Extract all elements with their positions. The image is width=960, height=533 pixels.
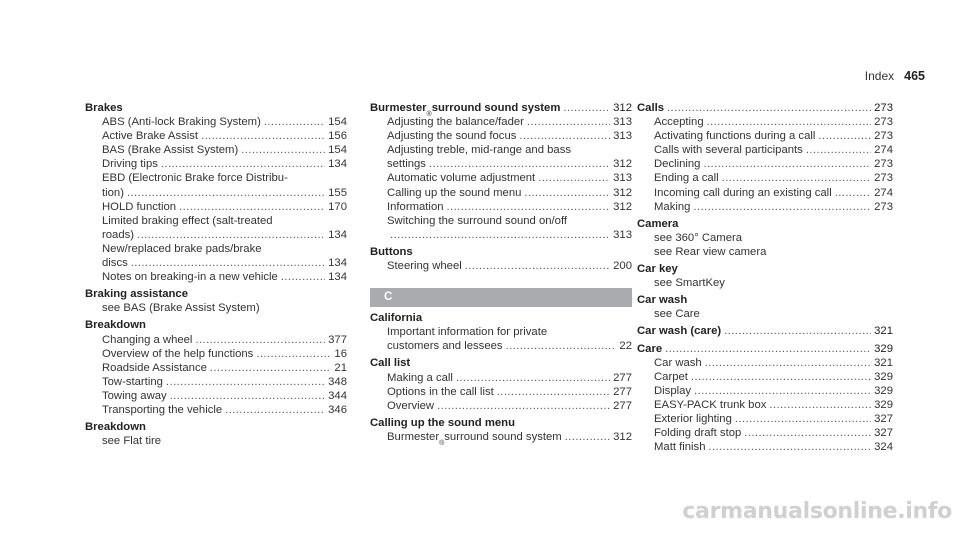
index-subentry [637, 307, 893, 321]
index-subentry-row [654, 115, 893, 129]
dot-leader [735, 412, 871, 426]
dot-leader [818, 129, 871, 143]
page-ref: 155 [328, 186, 347, 199]
index-subentry-text: Towing away [102, 389, 167, 402]
dot-leader [744, 426, 871, 440]
index-subentry-text: Accepting [654, 116, 704, 129]
index-subentry-row [387, 399, 632, 413]
page-ref: 274 [874, 186, 893, 199]
index-subentry-row [387, 228, 632, 242]
page-ref: 329 [874, 342, 893, 355]
index-subentry-text: Notes on breaking-in a new vehicle [102, 271, 278, 284]
page-ref: 312 [613, 102, 632, 114]
index-subentry-text: Adjusting the sound focus [387, 130, 517, 143]
index-subentry-text: see Care [654, 308, 700, 321]
page-ref: 312 [613, 430, 632, 443]
index-heading-row [637, 101, 893, 115]
dot-leader [161, 157, 325, 171]
page-ref: 170 [328, 200, 347, 213]
page-header [865, 69, 925, 83]
index-subentry-row [102, 333, 347, 347]
dot-leader [694, 384, 871, 398]
page-ref: 346 [328, 403, 347, 416]
index-subentry [637, 231, 893, 245]
index-subentry-row [387, 157, 632, 171]
index-subentry [85, 242, 347, 270]
index-heading: Breakdown [85, 421, 146, 434]
index-heading: Car key [637, 263, 678, 276]
page-ref: 313 [613, 130, 632, 143]
index-column-3 [637, 101, 893, 457]
dot-leader [527, 115, 610, 129]
index-subentry-text: Carpet [654, 370, 688, 383]
index-subentry [370, 171, 632, 185]
page-ref: 273 [874, 130, 893, 143]
index-entry [370, 311, 632, 353]
index-subentry [370, 200, 632, 214]
index-subentry [85, 375, 347, 389]
dot-leader [170, 389, 325, 403]
index-entry [637, 342, 893, 455]
index-subentry [370, 214, 632, 242]
index-subentry-text: Information [387, 200, 444, 213]
index-subentry [637, 426, 893, 440]
index-subentry-row [387, 129, 632, 143]
index-subentry-row [102, 256, 347, 270]
dot-leader [465, 259, 610, 273]
page-ref: 324 [874, 441, 893, 454]
index-heading: California [370, 312, 423, 325]
index-subentry [85, 347, 347, 361]
index-heading: Calls [637, 102, 665, 114]
dot-leader [691, 370, 871, 384]
dot-leader [769, 398, 871, 412]
index-subentry-text: Car wash [654, 356, 702, 369]
index-heading: Camera [637, 217, 679, 230]
index-subentry-row [387, 371, 632, 385]
index-subentry [370, 385, 632, 399]
index-subentry [370, 186, 632, 200]
index-subentry [85, 157, 347, 171]
index-subentry-row [654, 171, 893, 185]
index-subentry-text: Folding draft stop [654, 427, 742, 440]
dot-leader [722, 171, 871, 185]
index-subentry-row [387, 171, 632, 185]
index-subentry-row [102, 403, 347, 417]
index-subentry-text: HOLD function [102, 200, 177, 213]
page-number: 465 [904, 69, 925, 83]
index-subentry-text: see Rear view camera [654, 245, 767, 258]
index-subentry-row [102, 157, 347, 171]
index-subentry-row [387, 259, 632, 273]
index-subentry-text: ABS (Anti-lock Braking System) [102, 116, 261, 129]
index-subentry [370, 115, 632, 129]
page-ref: 329 [874, 370, 893, 383]
page-ref: 327 [874, 412, 893, 425]
index-subentry-text: Tow-starting [102, 375, 163, 388]
index-subentry-text: Important information for private [387, 326, 548, 339]
index-heading-row: Burmester ® surround sound system ..... 312 [370, 101, 632, 115]
index-subentry [637, 370, 893, 384]
page-ref: 321 [874, 325, 893, 338]
index-subentry-row [102, 143, 347, 157]
index-subentry [370, 143, 632, 171]
index-entry [85, 101, 347, 284]
index-subentry-text: Changing a wheel [102, 333, 193, 346]
index-subentry-text: EASY-PACK trunk box [654, 398, 767, 411]
index-subentry [85, 270, 347, 284]
dot-leader [264, 115, 325, 129]
index-subentry-row [102, 186, 347, 200]
index-subentry [637, 143, 893, 157]
index-heading: Breakdown [85, 319, 146, 332]
index-subentry-row [654, 440, 893, 454]
index-subentry-text: BAS (Brake Assist System) [102, 144, 239, 157]
index-subentry [370, 325, 632, 353]
index-subentry-text: Automatic volume adjustment [387, 172, 536, 185]
index-subentry-text: settings [387, 158, 426, 171]
index-subentry [85, 403, 347, 417]
index-heading-row [637, 342, 893, 356]
page-ref: 312 [613, 158, 632, 171]
dot-leader [563, 101, 610, 115]
index-subentry [370, 371, 632, 385]
page-ref: 16 [334, 347, 347, 360]
page-ref: 327 [874, 427, 893, 440]
index-subentry [637, 115, 893, 129]
dot-leader [429, 157, 610, 171]
index-entry [85, 420, 347, 448]
index-subentry [85, 214, 347, 242]
index-subentry-text: see 360° Camera [654, 231, 743, 244]
index-subentry-text: Incoming call during an existing call [654, 186, 832, 199]
page-ref: 313 [613, 172, 632, 185]
index-subentry-row [102, 389, 347, 403]
index-heading: Buttons [370, 245, 413, 258]
index-subentry [85, 115, 347, 129]
page-ref: 273 [874, 172, 893, 185]
index-subentry-text: Driving tips [102, 158, 158, 171]
index-subentry [637, 356, 893, 370]
index-text-tail: surround sound system [431, 102, 561, 114]
page-ref: 273 [874, 102, 893, 114]
dot-leader [565, 430, 610, 444]
index-heading: Burmester [370, 102, 427, 114]
index-subentry-text: Ending a call [654, 172, 719, 185]
index-subentry-text: Calls with several participants [654, 144, 803, 157]
index-subentry-text: see SmartKey [654, 277, 725, 290]
page-ref: 312 [613, 186, 632, 199]
page-ref: 134 [328, 228, 347, 241]
index-subentry-text: EBD (Electronic Brake force Distribu- [102, 172, 288, 185]
index-heading: Call list [370, 357, 411, 370]
index-subentry-row [102, 361, 347, 375]
index-subentry [637, 171, 893, 185]
page-ref: 277 [613, 371, 632, 384]
index-subentry-text: Roadside Assistance [102, 361, 207, 374]
dot-leader [538, 171, 610, 185]
index-subentry [85, 361, 347, 375]
page-ref: 329 [874, 384, 893, 397]
index-subentry [637, 384, 893, 398]
index-subentry-row [654, 356, 893, 370]
index-subentry-text: Overview [387, 399, 435, 412]
index-heading: Care [637, 342, 663, 355]
page-ref: 154 [328, 116, 347, 129]
index-subentry-text: Switching the surround sound on/off [387, 214, 568, 227]
index-subentry-row: Burmester ® surround sound system ..... 312 [387, 430, 632, 444]
dot-leader [256, 347, 331, 361]
page-ref: 313 [613, 228, 632, 241]
index-subentry [370, 259, 632, 273]
dot-leader [703, 157, 871, 171]
index-subentry-text: Adjusting treble, mid-range and bass [387, 144, 571, 157]
index-subentry-text: Exterior lighting [654, 412, 732, 425]
index-heading: Calling up the sound menu [370, 416, 515, 429]
dot-leader [225, 403, 325, 417]
index-subentry-row [654, 384, 893, 398]
dot-leader [210, 361, 332, 375]
page-ref: 348 [328, 375, 347, 388]
page-ref: 134 [328, 158, 347, 171]
index-subentry-row [654, 370, 893, 384]
page-ref: 344 [328, 389, 347, 402]
page-ref: 277 [613, 385, 632, 398]
index-subentry [85, 143, 347, 157]
page-ref: 134 [328, 271, 347, 284]
index-subentry-row [654, 426, 893, 440]
page-ref: 273 [874, 200, 893, 213]
index-entry [637, 217, 893, 259]
page-ref: 156 [328, 130, 347, 143]
index-entry [370, 245, 632, 273]
dot-leader [127, 186, 325, 200]
page-ref: 312 [613, 200, 632, 213]
index-subentry-text: Calling up the sound menu [387, 186, 522, 199]
index-subentry [637, 276, 893, 290]
dot-leader [665, 342, 871, 356]
dot-leader [456, 371, 610, 385]
index-subentry-row [654, 200, 893, 214]
dot-leader [506, 339, 617, 353]
index-subentry-text: Making [654, 200, 691, 213]
index-heading-row [637, 324, 893, 338]
index-entry [370, 101, 632, 242]
index-entry [637, 262, 893, 290]
index-subentry-row [654, 398, 893, 412]
dot-leader [390, 228, 610, 242]
index-subentry-row [387, 385, 632, 399]
dot-leader [667, 101, 871, 115]
index-subentry-row [102, 270, 347, 284]
index-subentry-text: Burmester [387, 430, 440, 443]
index-subentry-text: New/replaced brake pads/brake [102, 242, 262, 255]
index-heading: Brakes [85, 102, 123, 114]
index-subentry-text: Display [654, 384, 692, 397]
index-column-1 [85, 101, 347, 451]
dot-leader [195, 333, 325, 347]
index-heading: Braking assistance [85, 288, 188, 301]
dot-leader [519, 129, 610, 143]
dot-leader [179, 200, 325, 214]
index-subentry-row [387, 115, 632, 129]
index-subentry-row [102, 375, 347, 389]
index-subentry-row [102, 347, 347, 361]
index-subentry-text: discs [102, 257, 128, 270]
dot-leader [708, 440, 871, 454]
index-subentry [370, 430, 632, 447]
page-ref: 22 [619, 340, 632, 353]
index-entry [637, 101, 893, 214]
index-column-2 [370, 101, 632, 447]
page-ref: 277 [613, 399, 632, 412]
page-ref: 377 [328, 333, 347, 346]
index-subentry-row [654, 129, 893, 143]
index-subentry-row [102, 200, 347, 214]
index-subentry [85, 200, 347, 214]
page-ref: 321 [874, 356, 893, 369]
dot-leader [724, 324, 871, 338]
watermark: carmanualsonline.info [682, 499, 952, 524]
page-ref: 329 [874, 398, 893, 411]
index-subentry [85, 434, 347, 448]
page-ref: 274 [874, 144, 893, 157]
index-subentry-text: Options in the call list [387, 385, 494, 398]
index-subentry [370, 399, 632, 413]
dot-leader [835, 186, 871, 200]
index-subentry [85, 171, 347, 199]
index-subentry-row [102, 228, 347, 242]
dot-leader [693, 200, 871, 214]
index-entry [85, 287, 347, 315]
index-subentry-row [654, 157, 893, 171]
index-subentry-text: Active Brake Assist [102, 130, 199, 143]
index-subentry-row [387, 186, 632, 200]
index-text-tail: surround sound system [444, 430, 562, 443]
index-subentry-text: Adjusting the balance/fader [387, 116, 524, 129]
index-entry [637, 293, 893, 321]
section-letter-bar: C [370, 288, 632, 307]
dot-leader [166, 375, 325, 389]
page-ref: 21 [334, 361, 347, 374]
index-subentry [85, 301, 347, 315]
index-subentry [85, 333, 347, 347]
dot-leader [705, 356, 871, 370]
index-subentry-row [387, 200, 632, 214]
index-subentry-row [102, 129, 347, 143]
index-subentry [370, 129, 632, 143]
index-subentry-text: Matt finish [654, 441, 706, 454]
index-subentry [637, 440, 893, 454]
page-ref: 200 [613, 260, 632, 273]
index-label: Index [864, 69, 895, 83]
page-ref: 154 [328, 144, 347, 157]
index-subentry-text: roads) [102, 228, 135, 241]
index-subentry-text: customers and lessees [387, 340, 503, 353]
index-subentry [85, 129, 347, 143]
dot-leader [137, 228, 325, 242]
dot-leader [524, 186, 610, 200]
dot-leader [806, 143, 871, 157]
index-subentry-text: Declining [654, 158, 701, 171]
index-subentry [637, 186, 893, 200]
dot-leader [201, 129, 325, 143]
index-subentry-text: Overview of the help functions [102, 347, 254, 360]
dot-leader [447, 200, 611, 214]
index-subentry-row [102, 115, 347, 129]
dot-leader [497, 385, 610, 399]
index-subentry-text: see BAS (Brake Assist System) [102, 302, 260, 315]
index-subentry [85, 389, 347, 403]
index-subentry-text: Activating functions during a call [654, 130, 816, 143]
dot-leader [707, 115, 872, 129]
page-ref: 134 [328, 257, 347, 270]
dot-leader [281, 270, 325, 284]
index-subentry [637, 412, 893, 426]
page-ref: 273 [874, 116, 893, 129]
index-subentry-text: Steering wheel [387, 260, 462, 273]
index-entry [370, 416, 632, 447]
index-subentry [637, 398, 893, 412]
dot-leader [437, 399, 610, 413]
index-subentry [637, 129, 893, 143]
dot-leader [241, 143, 325, 157]
index-subentry-text: tion) [102, 186, 124, 199]
index-heading: Car wash (care) [637, 325, 722, 338]
index-subentry-row [387, 339, 632, 353]
index-subentry-row [654, 143, 893, 157]
index-entry [370, 356, 632, 412]
index-subentry-row [654, 412, 893, 426]
index-entry [85, 318, 347, 417]
index-subentry [637, 200, 893, 214]
dot-leader [131, 256, 325, 270]
index-subentry [637, 245, 893, 259]
index-subentry [637, 157, 893, 171]
page-ref: 313 [613, 116, 632, 129]
index-heading: Car wash [637, 294, 688, 307]
index-subentry-text: see Flat tire [102, 435, 162, 448]
index-subentry-text: Making a call [387, 371, 453, 384]
index-entry [637, 324, 893, 338]
index-subentry-text: Limited braking effect (salt-treated [102, 214, 273, 227]
index-subentry-text: Transporting the vehicle [102, 403, 223, 416]
page-ref: 273 [874, 158, 893, 171]
index-subentry-row [654, 186, 893, 200]
